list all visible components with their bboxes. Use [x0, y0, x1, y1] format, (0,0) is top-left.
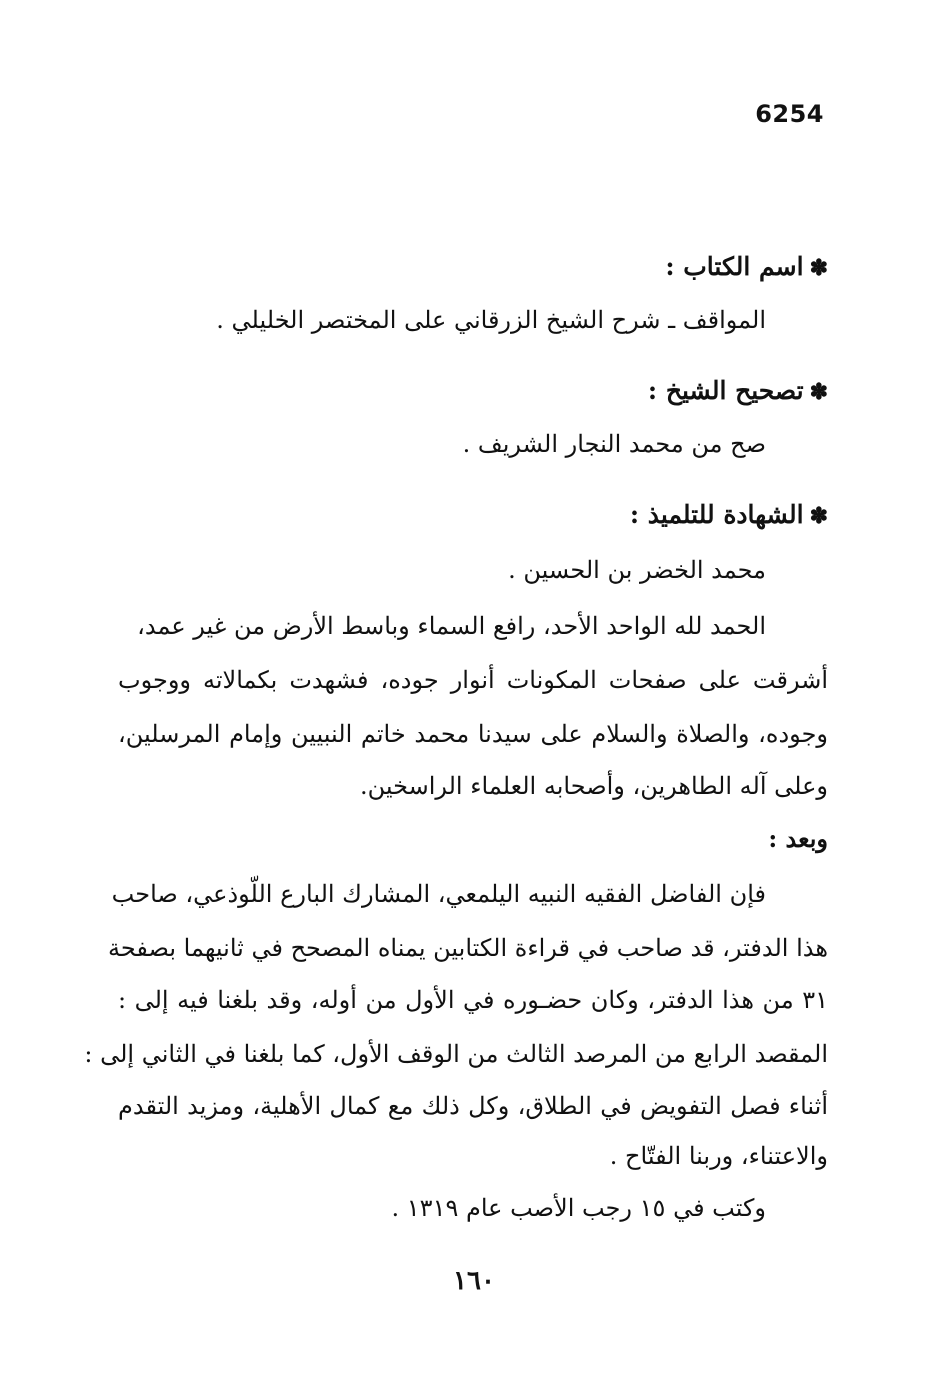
corrector-heading	[118, 376, 828, 405]
page-number: ١٦٠	[453, 1266, 495, 1296]
body-line: والاعتناء، وربنا الفتّاح .	[609, 1142, 828, 1170]
corrector-heading-text: تصحيح الشيخ :	[647, 376, 804, 405]
praise-line: الحمد لله الواحد الأحد، رافع السماء وباسط الأرض من غير عمد،	[137, 612, 766, 640]
asterisk-icon: ✽	[809, 255, 828, 281]
body-line: ٣١ من هذا الدفتر، وكان حضـوره في الأول من أوله، وقد بلغنا فيه إلى :	[118, 986, 828, 1014]
student-name: محمد الخضر بن الحسين .	[508, 556, 766, 584]
corrector-value: صح من محمد النجار الشريف .	[462, 430, 766, 458]
certificate-heading	[118, 500, 828, 529]
praise-line: وجوده، والصلاة والسلام على سيدنا محمد خاتم النبيين وإمام المرسلين،	[118, 720, 828, 748]
body-line: فإن الفاضل الفقيه النبيه اليلمعي، المشارك البارع اللّوذعي، صاحب	[111, 880, 766, 908]
praise-line: أشرقت على صفحات المكونات أنوار جوده، فشهدت بكمالاته ووجوب	[118, 666, 828, 694]
body-line: أثناء فصل التفويض في الطلاق، وكل ذلك مع كمال الأهلية، ومزيد التقدم	[118, 1092, 828, 1120]
asterisk-icon: ✽	[809, 379, 828, 405]
book-title-heading-text: اسم الكتاب :	[665, 252, 804, 281]
after-praise: وبعد :	[768, 824, 828, 853]
document-number: 6254	[755, 100, 824, 128]
body-line: المقصد الرابع من المرصد الثالث من الوقف الأول، كما بلغنا في الثاني إلى :	[84, 1040, 828, 1068]
asterisk-icon: ✽	[809, 503, 828, 529]
praise-line: وعلى آله الطاهرين، وأصحابه العلماء الراسخين.	[359, 772, 828, 800]
book-title-value: المواقف ـ شرح الشيخ الزرقاني على المختصر الخليلي .	[216, 306, 766, 334]
date-line: وكتب في ١٥ رجب الأصب عام ١٣١٩ .	[391, 1194, 766, 1222]
book-title-heading	[118, 252, 828, 281]
certificate-heading-text: الشهادة للتلميذ :	[629, 500, 804, 529]
body-line: هذا الدفتر، قد صاحب في قراءة الكتابين يمناه المصحح في ثانيهما بصفحة	[108, 934, 828, 962]
